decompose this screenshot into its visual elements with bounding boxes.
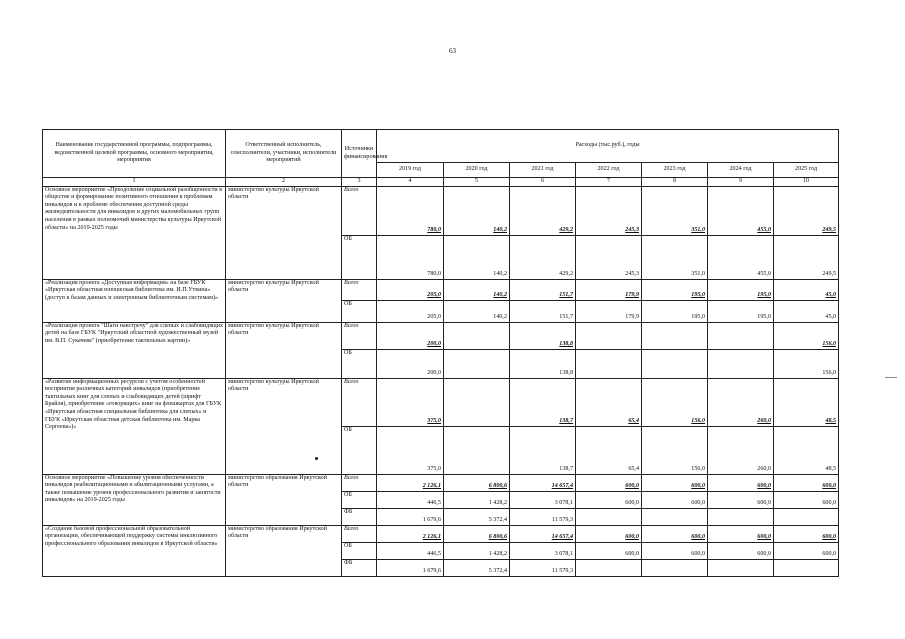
column-number: 7 xyxy=(576,178,642,187)
expense-value: 429,2 xyxy=(510,235,576,279)
expense-value: 2 126,1 xyxy=(377,525,444,542)
header-year: 2019 год xyxy=(377,163,444,178)
expense-value: 600,0 xyxy=(642,525,708,542)
expense-value: 138,7 xyxy=(510,378,576,426)
expense-value: 429,2 xyxy=(510,186,576,235)
measure-executor: министерство образования Иркутской области xyxy=(226,525,342,576)
expense-value xyxy=(576,508,642,525)
expense-value: 245,3 xyxy=(576,235,642,279)
expense-value: 11 579,3 xyxy=(510,508,576,525)
expense-value: 600,0 xyxy=(576,474,642,491)
expense-value: 600,0 xyxy=(774,474,839,491)
column-number: 8 xyxy=(642,178,708,187)
column-number: 9 xyxy=(708,178,774,187)
expense-value: 140,2 xyxy=(444,235,510,279)
expense-value: 200,0 xyxy=(377,322,444,349)
column-number: 10 xyxy=(774,178,839,187)
expense-value: 195,0 xyxy=(708,300,774,322)
column-number: 5 xyxy=(444,178,510,187)
expense-value: 600,0 xyxy=(576,525,642,542)
expense-value: 1 679,6 xyxy=(377,559,444,576)
expense-value: 455,0 xyxy=(708,186,774,235)
expense-value: 156,0 xyxy=(642,426,708,474)
measure-executor: министерство образования Иркутской области xyxy=(226,474,342,525)
funding-source: Всего xyxy=(342,279,377,300)
expense-value xyxy=(576,559,642,576)
funding-source: Всего xyxy=(342,474,377,491)
measure-name: «Развитие информационных ресурсов с учетом особенностей восприятия различных категорий инвалидов (приобретение тактильных книг для слепых и слабовидящих детей (шрифт Брайля), приобретение «говорящих» книг на флешкартах для ГБУК «Иркутская областная специальная библиотека для слепых» и ГБУК «Иркутская областная детская библиотека им. Марка Сергеева»)» xyxy=(43,378,226,474)
measure-name: Основное мероприятие «Повышение уровня обеспеченности инвалидов реабилитационными и абилитационными услугами, а также повышение уровня профессионального развития и занятости инвалидов» на 2019-2025 годы xyxy=(43,474,226,525)
expense-value: 600,0 xyxy=(774,491,839,508)
expense-value: 138,7 xyxy=(510,426,576,474)
column-number: 2 xyxy=(226,178,342,187)
funding-source: ОБ xyxy=(342,491,377,508)
scan-edge-mark xyxy=(885,377,897,378)
expense-value: 6 800,6 xyxy=(444,474,510,491)
expense-value: 780,0 xyxy=(377,235,444,279)
expense-value: 2 126,1 xyxy=(377,474,444,491)
expense-value: 600,0 xyxy=(642,491,708,508)
expense-value: 205,0 xyxy=(377,279,444,300)
expense-value: 600,0 xyxy=(576,542,642,559)
expense-value: 1 428,2 xyxy=(444,491,510,508)
table-body xyxy=(43,186,839,576)
expense-value: 600,0 xyxy=(642,542,708,559)
table-row xyxy=(43,525,839,542)
expense-value: 455,0 xyxy=(708,235,774,279)
expense-value: 249,5 xyxy=(774,235,839,279)
budget-table xyxy=(42,129,839,577)
expense-value: 179,9 xyxy=(576,279,642,300)
expense-value xyxy=(642,349,708,378)
expense-value: 5 372,4 xyxy=(444,508,510,525)
expense-value: 138,8 xyxy=(510,322,576,349)
expense-value: 205,0 xyxy=(377,300,444,322)
expense-value: 14 657,4 xyxy=(510,525,576,542)
header-name: Наименование государственной программы, подпрограммы, ведомственной целевой программы, основного мероприятия, мероприятия xyxy=(43,130,226,178)
expense-value: 140,2 xyxy=(444,186,510,235)
funding-source: ОБ xyxy=(342,426,377,474)
expense-value: 375,0 xyxy=(377,378,444,426)
expense-value xyxy=(576,349,642,378)
funding-source: ОБ xyxy=(342,349,377,378)
funding-source: Всего xyxy=(342,322,377,349)
expense-value: 11 579,3 xyxy=(510,559,576,576)
expense-value: 45,0 xyxy=(774,300,839,322)
expense-value: 446,5 xyxy=(377,542,444,559)
expense-value: 45,0 xyxy=(774,279,839,300)
measure-name: «Создание базовой профессиональной образовательной организации, обеспечивающей поддержку системы инклюзивного профессионального образования инвалидов в Иркутской области» xyxy=(43,525,226,576)
scan-dot xyxy=(315,457,318,460)
column-number: 4 xyxy=(377,178,444,187)
expense-value: 375,0 xyxy=(377,426,444,474)
expense-value: 195,0 xyxy=(642,300,708,322)
table-row xyxy=(43,474,839,491)
expense-value: 600,0 xyxy=(708,491,774,508)
expense-value: 151,7 xyxy=(510,300,576,322)
expense-value xyxy=(444,426,510,474)
expense-value: 600,0 xyxy=(642,474,708,491)
expense-value xyxy=(708,508,774,525)
expense-value xyxy=(576,322,642,349)
expense-value: 260,0 xyxy=(708,426,774,474)
table-row xyxy=(43,322,839,349)
column-number: 6 xyxy=(510,178,576,187)
column-number: 3 xyxy=(342,178,377,187)
header-year: 2023 год xyxy=(642,163,708,178)
expense-value xyxy=(708,322,774,349)
funding-source: ФБ xyxy=(342,508,377,525)
page-number: 63 xyxy=(449,47,456,55)
table-row xyxy=(43,378,839,426)
table-row xyxy=(43,186,839,235)
funding-source: ОБ xyxy=(342,542,377,559)
expense-value: 600,0 xyxy=(708,525,774,542)
expense-value: 446,5 xyxy=(377,491,444,508)
expense-value: 65,4 xyxy=(576,378,642,426)
measure-name: «Реализация проекта «Доступная информация» на базе ГБУК «Иркутская областная юношеская библиотека им. И.П.Уткина» (доступ к базам данных и электронным библиотечным системам)» xyxy=(43,279,226,322)
measure-executor: министерство культуры Иркутской области xyxy=(226,378,342,474)
measure-executor: министерство культуры Иркутской области xyxy=(226,322,342,378)
expense-value: 249,5 xyxy=(774,186,839,235)
expense-value: 65,4 xyxy=(576,426,642,474)
measure-executor: министерство культуры Иркутской области xyxy=(226,279,342,322)
funding-source: Всего xyxy=(342,525,377,542)
header-expenses: Расходы (тыс.руб.), годы xyxy=(377,130,839,163)
expense-value xyxy=(774,559,839,576)
funding-source: Всего xyxy=(342,186,377,235)
expense-value: 351,0 xyxy=(642,235,708,279)
expense-value: 195,0 xyxy=(708,279,774,300)
expense-value: 140,2 xyxy=(444,300,510,322)
expense-value: 3 078,1 xyxy=(510,491,576,508)
header-year: 2024 год xyxy=(708,163,774,178)
measure-name: Основное мероприятие «Преодоление социальной разобщенности в обществе и формирование позитивного отношения к проблемам инвалидов и к проблеме обеспечения доступной среды жизнедеятельности для инвалидов и других маломобильных групп населения в рамках полномочий министерства культуры Иркутской области» на 2019-2025 годы xyxy=(43,186,226,279)
expense-value: 1 428,2 xyxy=(444,542,510,559)
expense-value: 48,5 xyxy=(774,426,839,474)
expense-value: 600,0 xyxy=(708,474,774,491)
expense-value: 3 078,1 xyxy=(510,542,576,559)
expense-value: 600,0 xyxy=(708,542,774,559)
expense-value: 6 800,6 xyxy=(444,525,510,542)
expense-value: 600,0 xyxy=(774,525,839,542)
funding-source: Всего xyxy=(342,378,377,426)
header-executor: Ответственный исполнитель, соисполнители, участники, исполнители мероприятий xyxy=(226,130,342,178)
measure-name: «Реализация проекта "Шаги навстречу" для слепых и слабовидящих детей на базе ГБУК "Иркутский областной художественный музей им. В.П. Сукачева" (приобретение тактильных картин)» xyxy=(43,322,226,378)
expense-value xyxy=(444,378,510,426)
expense-value: 48,5 xyxy=(774,378,839,426)
measure-executor: министерство культуры Иркутской области xyxy=(226,186,342,279)
expense-value: 156,0 xyxy=(774,349,839,378)
header-year: 2022 год xyxy=(576,163,642,178)
expense-value: 156,0 xyxy=(642,378,708,426)
expense-value xyxy=(642,559,708,576)
expense-value xyxy=(708,559,774,576)
expense-value xyxy=(642,508,708,525)
table-row xyxy=(43,279,839,300)
expense-value xyxy=(642,322,708,349)
header-year: 2021 год xyxy=(510,163,576,178)
expense-value: 5 372,4 xyxy=(444,559,510,576)
expense-value: 200,0 xyxy=(377,349,444,378)
expense-value xyxy=(708,349,774,378)
expense-value: 140,2 xyxy=(444,279,510,300)
expense-value: 600,0 xyxy=(774,542,839,559)
funding-source: ФБ xyxy=(342,559,377,576)
expense-value xyxy=(774,508,839,525)
expense-value: 179,9 xyxy=(576,300,642,322)
funding-source: ОБ xyxy=(342,235,377,279)
header-source: Источники финансирования xyxy=(342,130,377,178)
expense-value: 151,7 xyxy=(510,279,576,300)
header-year: 2025 год xyxy=(774,163,839,178)
header-year: 2020 год xyxy=(444,163,510,178)
expense-value: 14 657,4 xyxy=(510,474,576,491)
expense-value: 138,8 xyxy=(510,349,576,378)
expense-value: 260,0 xyxy=(708,378,774,426)
funding-source: ОБ xyxy=(342,300,377,322)
expense-value: 1 679,6 xyxy=(377,508,444,525)
column-number: 1 xyxy=(43,178,226,187)
expense-value: 195,0 xyxy=(642,279,708,300)
expense-value: 156,0 xyxy=(774,322,839,349)
expense-value xyxy=(444,349,510,378)
expense-value: 245,3 xyxy=(576,186,642,235)
expense-value: 780,0 xyxy=(377,186,444,235)
expense-value: 600,0 xyxy=(576,491,642,508)
expense-value: 351,0 xyxy=(642,186,708,235)
expense-value xyxy=(444,322,510,349)
